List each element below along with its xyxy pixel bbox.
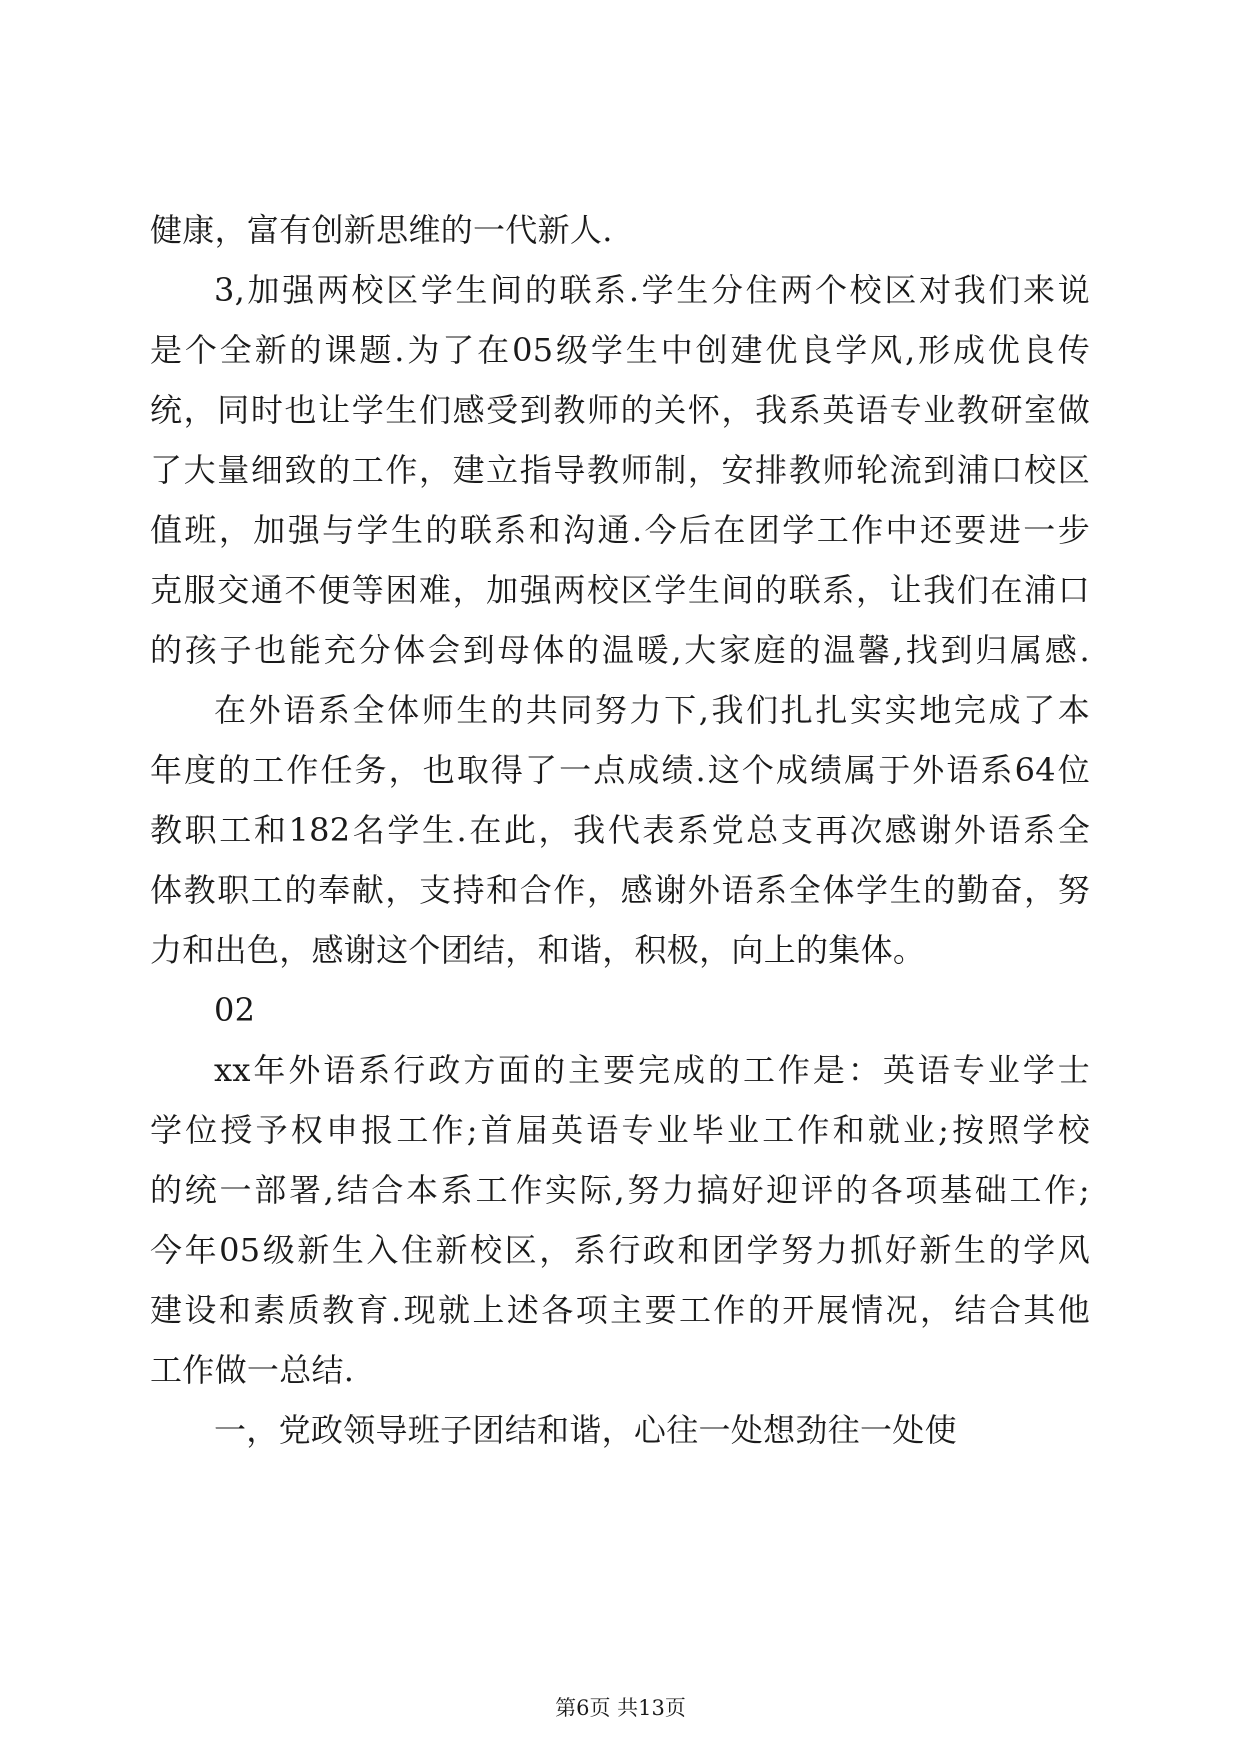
paragraph-line: 的孩子也能充分体会到母体的温暖,大家庭的温馨,找到归属感.	[150, 631, 1090, 669]
paragraph-line: 学位授予权申报工作;首届英语专业毕业工作和就业;按照学校	[150, 1111, 1090, 1149]
paragraph-line: 是个全新的课题.为了在05级学生中创建优良学风,形成优良传	[150, 331, 1090, 369]
paragraph-line: 3,加强两校区学生间的联系.学生分住两个校区对我们来说	[214, 271, 1090, 309]
paragraph-line: 体教职工的奉献，支持和合作，感谢外语系全体学生的勤奋，努	[150, 871, 1090, 909]
paragraph-line: 工作做一总结.	[150, 1351, 355, 1389]
section-heading: 一，党政领导班子团结和谐，心往一处想劲往一处使	[214, 1411, 957, 1449]
paragraph-line: 年度的工作任务，也取得了一点成绩.这个成绩属于外语系64位	[150, 751, 1090, 789]
paragraph-line: xx年外语系行政方面的主要完成的工作是：英语专业学士	[214, 1051, 1090, 1089]
section-number: 02	[214, 991, 256, 1029]
paragraph-line: 统，同时也让学生们感受到教师的关怀，我系英语专业教研室做	[150, 391, 1090, 429]
paragraph-line: 的统一部署,结合本系工作实际,努力搞好迎评的各项基础工作;	[150, 1171, 1090, 1209]
paragraph-line: 力和出色，感谢这个团结，和谐，积极，向上的集体。	[150, 931, 926, 969]
paragraph-line: 了大量细致的工作，建立指导教师制，安排教师轮流到浦口校区	[150, 451, 1090, 489]
page-number-footer: 第6页 共13页	[555, 1696, 686, 1720]
paragraph-line: 健康，富有创新思维的一代新人.	[150, 211, 613, 249]
paragraph-line: 教职工和182名学生.在此，我代表系党总支再次感谢外语系全	[150, 811, 1090, 849]
paragraph-line: 建设和素质教育.现就上述各项主要工作的开展情况，结合其他	[150, 1291, 1090, 1329]
paragraph-line: 克服交通不便等困难，加强两校区学生间的联系，让我们在浦口	[150, 571, 1090, 609]
paragraph-line: 在外语系全体师生的共同努力下,我们扎扎实实地完成了本	[214, 691, 1090, 729]
paragraph-line: 值班，加强与学生的联系和沟通.今后在团学工作中还要进一步	[150, 511, 1090, 549]
paragraph-line: 今年05级新生入住新校区，系行政和团学努力抓好新生的学风	[150, 1231, 1090, 1269]
